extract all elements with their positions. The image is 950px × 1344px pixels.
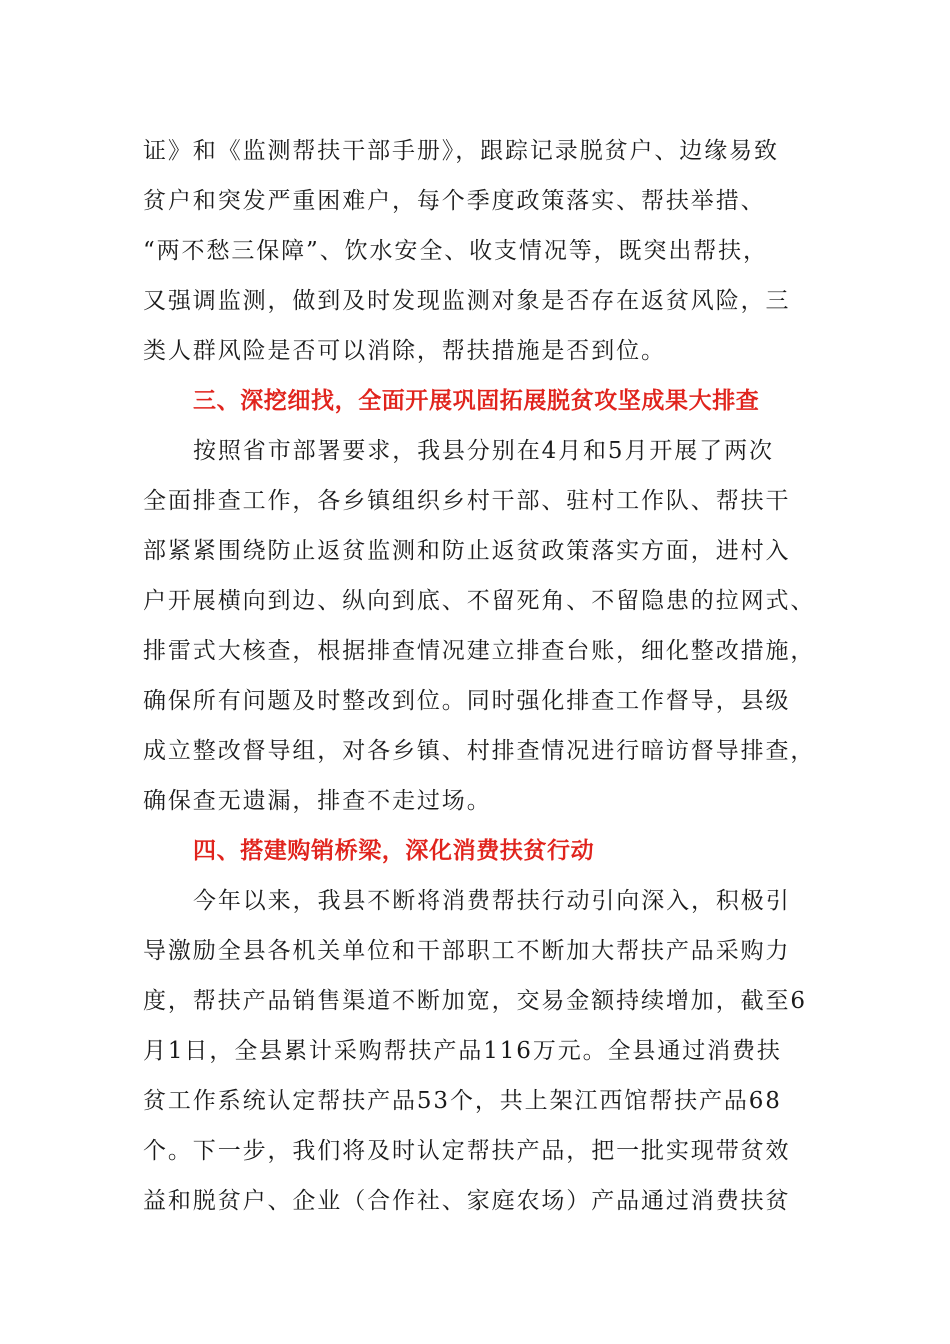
body-text-line: 成立整改督导组，对各乡镇、村排查情况进行暗访督导排查， <box>143 738 816 764</box>
body-text-line: 个。下一步，我们将及时认定帮扶产品，把一批实现带贫效 <box>143 1138 791 1164</box>
body-text-line: 户开展横向到边、纵向到底、不留死角、不留隐患的拉网式、 <box>143 588 816 614</box>
section-heading: 四、搭建购销桥梁，深化消费扶贫行动 <box>193 838 595 864</box>
body-text-line: 排雷式大核查，根据排查情况建立排查台账，细化整改措施， <box>143 638 816 664</box>
body-text-line: 确保所有问题及时整改到位。同时强化排查工作督导，县级 <box>143 688 791 714</box>
body-text-line: 类人群风险是否可以消除，帮扶措施是否到位。 <box>143 338 666 364</box>
body-text-line: 按照省市部署要求，我县分别在4月和5月开展了两次 <box>193 438 774 464</box>
body-text-line: 又强调监测，做到及时发现监测对象是否存在返贫风险，三 <box>143 288 791 314</box>
body-text-line: 度，帮扶产品销售渠道不断加宽，交易金额持续增加，截至6 <box>143 988 807 1014</box>
body-text-line: 月1日，全县累计采购帮扶产品116万元。全县通过消费扶 <box>143 1038 782 1064</box>
body-text-line: 贫工作系统认定帮扶产品53个，共上架江西馆帮扶产品68 <box>143 1088 782 1114</box>
body-text-line: 确保查无遗漏，排查不走过场。 <box>143 788 492 814</box>
body-text-line: 证》和《监测帮扶干部手册》，跟踪记录脱贫户、边缘易致 <box>143 138 779 164</box>
body-text-line: 部紧紧围绕防止返贫监测和防止返贫政策落实方面，进村入 <box>143 538 791 564</box>
body-text-line: 益和脱贫户、企业（合作社、家庭农场）产品通过消费扶贫 <box>143 1188 791 1214</box>
body-text-line: “两不愁三保障”、饮水安全、收支情况等，既突出帮扶， <box>143 238 768 264</box>
body-text-line: 贫户和突发严重困难户，每个季度政策落实、帮扶举措、 <box>143 188 766 214</box>
body-text-line: 今年以来，我县不断将消费帮扶行动引向深入，积极引 <box>193 888 791 914</box>
section-heading: 三、深挖细找，全面开展巩固拓展脱贫攻坚成果大排查 <box>193 388 760 414</box>
body-text-line: 导激励全县各机关单位和干部职工不断加大帮扶产品采购力 <box>143 938 791 964</box>
body-text-line: 全面排查工作，各乡镇组织乡村干部、驻村工作队、帮扶干 <box>143 488 791 514</box>
